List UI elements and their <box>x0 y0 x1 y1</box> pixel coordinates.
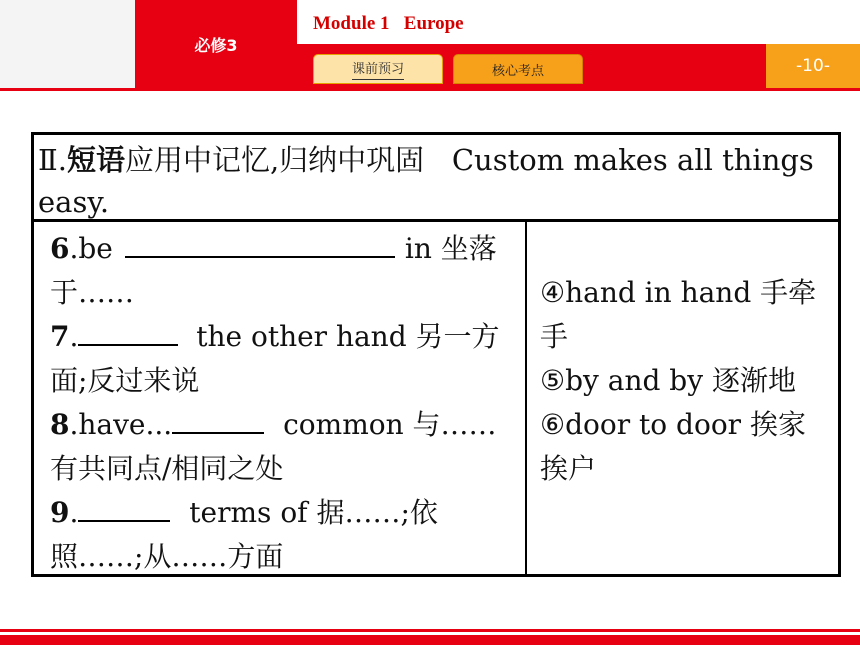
page-number: -10- <box>766 44 860 88</box>
tab-key-points[interactable]: 核心考点 <box>453 54 583 84</box>
book-label: 必修3 <box>135 0 297 88</box>
item-suffix: in 坐落于…… <box>50 232 497 309</box>
header-left-panel <box>0 0 135 88</box>
item-suffix: the other hand 另一方面;反过来说 <box>50 320 500 397</box>
tab-preview[interactable] <box>313 54 443 84</box>
item-prefix: . <box>69 320 79 353</box>
phrase-table <box>31 132 841 577</box>
item-number: 6 <box>50 232 70 265</box>
example-phrases-column <box>540 271 830 491</box>
example-phrase-4: ④hand in hand 手牵手 <box>540 276 817 353</box>
answer-blank[interactable] <box>78 318 178 346</box>
phrase-item-9 <box>50 491 518 579</box>
item-prefix: .be <box>69 232 113 265</box>
phrase-item-8 <box>50 403 518 491</box>
item-number: 7 <box>50 320 70 353</box>
item-suffix: common 与……有共同点/相同之处 <box>50 408 497 485</box>
phrase-item-6 <box>50 227 518 315</box>
tab-preview-label: 课前预习 <box>352 58 404 80</box>
section-number: Ⅱ. <box>38 143 67 177</box>
example-phrase-5: ⑤by and by 逐渐地 <box>540 364 796 397</box>
module-title: Module 1 Europe <box>313 13 464 34</box>
column-divider <box>525 222 527 574</box>
item-prefix: . <box>69 496 79 529</box>
motto: Custom makes all things easy. <box>38 143 814 219</box>
section-title-bold: 短语 <box>66 143 125 177</box>
item-prefix: .have... <box>69 408 173 441</box>
phrase-item-7 <box>50 315 518 403</box>
answer-blank[interactable] <box>125 230 395 258</box>
fill-in-column <box>50 227 518 579</box>
footer-bar <box>0 635 860 645</box>
item-number: 9 <box>50 496 70 529</box>
item-suffix: terms of 据……;依照……;从……方面 <box>50 496 438 573</box>
item-number: 8 <box>50 408 70 441</box>
answer-blank[interactable] <box>172 406 264 434</box>
table-header <box>34 135 838 222</box>
header-divider <box>0 88 860 91</box>
footer-line <box>0 629 860 632</box>
example-phrase-6: ⑥door to door 挨家挨户 <box>540 408 806 485</box>
section-title-rest: 应用中记忆,归纳中巩固 <box>124 143 425 177</box>
answer-blank[interactable] <box>78 494 170 522</box>
